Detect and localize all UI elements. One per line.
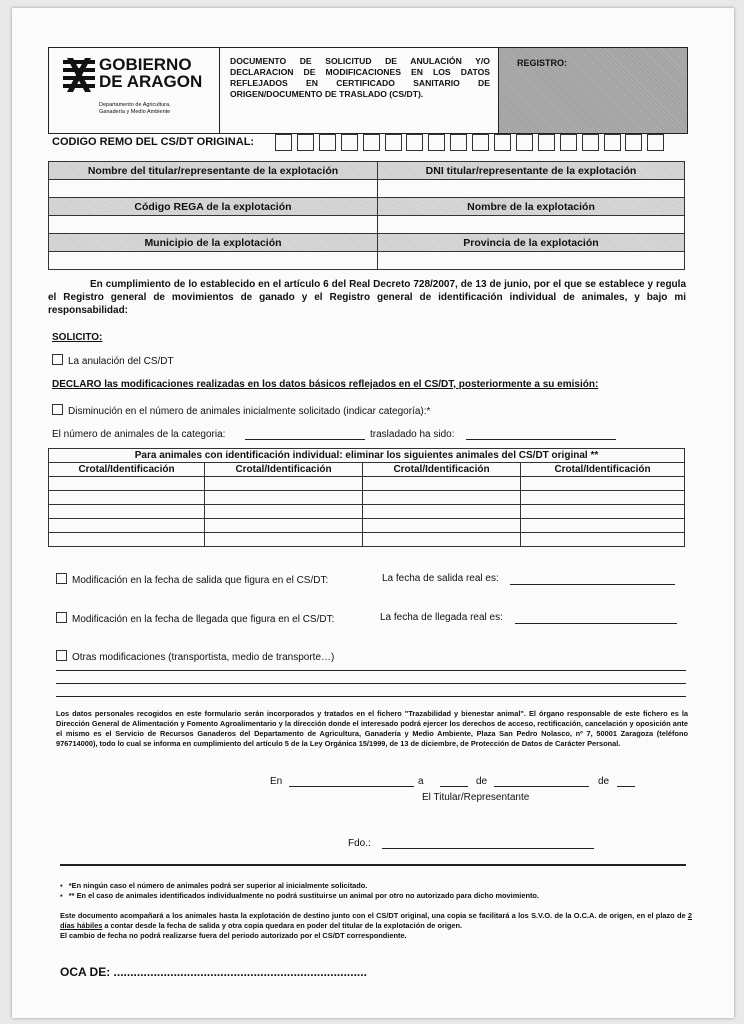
- disminucion-checkbox[interactable]: [52, 404, 63, 415]
- crotal-header-4: Crotal/Identificación: [521, 463, 685, 477]
- crotal-cell[interactable]: [521, 533, 685, 547]
- crotal-cell[interactable]: [521, 519, 685, 533]
- codigo-remo-box[interactable]: [516, 134, 533, 151]
- holder-dni-field[interactable]: [378, 180, 685, 198]
- codigo-remo-box[interactable]: [582, 134, 599, 151]
- trasladado-field[interactable]: [466, 439, 616, 440]
- codigo-remo-box[interactable]: [275, 134, 292, 151]
- sign-month-field[interactable]: [494, 786, 589, 787]
- disminucion-label: Disminución en el número de animales inicialmente solicitado (indicar categoría):*: [68, 406, 431, 417]
- sign-de2-label: de: [598, 776, 610, 787]
- trasladado-label: trasladado ha sido:: [370, 429, 455, 440]
- anulacion-label: La anulación del CS/DT: [68, 356, 174, 367]
- mod-salida-checkbox[interactable]: [56, 573, 67, 584]
- sign-day-field[interactable]: [440, 786, 468, 787]
- disminucion-option[interactable]: [52, 404, 430, 417]
- rega-code-field[interactable]: [49, 216, 378, 234]
- codigo-remo-box[interactable]: [297, 134, 314, 151]
- holder-name-field[interactable]: [49, 180, 378, 198]
- logo: [49, 48, 220, 133]
- crotal-cell[interactable]: [205, 533, 363, 547]
- table-row: [49, 519, 685, 533]
- anulacion-checkbox[interactable]: [52, 354, 63, 365]
- codigo-remo-box[interactable]: [472, 134, 489, 151]
- otras-line-3[interactable]: [56, 696, 686, 697]
- codigo-remo-box[interactable]: [560, 134, 577, 151]
- logo-line2: DE ARAGON: [99, 72, 203, 91]
- anulacion-option[interactable]: [52, 354, 174, 367]
- codigo-remo-box[interactable]: [319, 134, 336, 151]
- otras-option[interactable]: [56, 650, 334, 663]
- numero-label: El número de animales de la categoria:: [52, 429, 226, 440]
- otras-checkbox[interactable]: [56, 650, 67, 661]
- sign-a-label: a: [418, 776, 424, 787]
- separator-line: [60, 864, 686, 866]
- solicito-heading: SOLICITO:: [52, 332, 103, 343]
- logo-sub2: Ganadería y Medio Ambiente: [99, 109, 171, 115]
- mod-llegada-checkbox[interactable]: [56, 612, 67, 623]
- logo-sub1: Departamento de Agricultura,: [99, 102, 171, 108]
- codigo-remo-box[interactable]: [406, 134, 423, 151]
- note-2-text: ** En el caso de animales identificados individualmente no podrá sustituirse un animal por otro no autorizado para dicho movimiento.: [68, 891, 539, 900]
- sign-de1-label: de: [476, 776, 488, 787]
- fecha-salida-label: La fecha de salida real es:: [382, 573, 499, 584]
- codigo-remo-box[interactable]: [363, 134, 380, 151]
- intro-paragraph: En cumplimiento de lo establecido en el artículo 6 del Real Decreto 728/2007, de 13 de junio, por el que se establece y regula el Registro general de movimientos de ganado y el Registro general de identificación individual de animales, y bajo mi responsabilidad:: [48, 279, 686, 316]
- crotal-cell[interactable]: [363, 505, 521, 519]
- codigo-remo-box[interactable]: [385, 134, 402, 151]
- crotal-cell[interactable]: [363, 533, 521, 547]
- codigo-remo-box[interactable]: [341, 134, 358, 151]
- codigo-remo-box[interactable]: [450, 134, 467, 151]
- crotal-cell[interactable]: [363, 519, 521, 533]
- rega-code-header: Código REGA de la explotación: [49, 198, 378, 216]
- animals-table: [48, 448, 685, 547]
- mod-salida-label: Modificación en la fecha de salida que figura en el CS/DT:: [72, 575, 329, 586]
- note-2: ▪ ** En el caso de animales identificados individualmente no podrá sustituirse un animal por otro no autorizado para dicho movimiento.: [60, 891, 539, 900]
- oca-de-field[interactable]: OCA DE: ............................................................................: [60, 965, 367, 979]
- registro-label: REGISTRO:: [517, 58, 568, 68]
- mod-salida-option[interactable]: [56, 573, 328, 586]
- document-title: DOCUMENTO DE SOLICITUD DE ANULACIÓN Y/O DECLARACION DE MODIFICACIONES EN LOS DATOS REFLEJADOS EN CERTIFICADO SANITARIO DE ORIGEN/DOCUMENTO DE TRASLADO (CS/DT).: [220, 48, 499, 133]
- crotal-cell[interactable]: [521, 505, 685, 519]
- header-box: [48, 47, 688, 134]
- crotal-cell[interactable]: [49, 477, 205, 491]
- fdo-label: Fdo.:: [348, 838, 371, 849]
- crotal-cell[interactable]: [49, 533, 205, 547]
- crotal-header-1: Crotal/Identificación: [49, 463, 205, 477]
- acompanara-text-b: a contar desde la fecha de salida y otra copia quedara en poder del titular de la explotación de origen.: [102, 921, 463, 930]
- crotal-cell[interactable]: [363, 491, 521, 505]
- acompanara-text-a: Este documento acompañará a los animales hasta la explotación de destino junto con el CS/DT original, una copia se facilitará a los S.V.O. de la O.C.A. de origen, en el plazo de: [60, 911, 688, 920]
- province-header: Provincia de la explotación: [378, 234, 685, 252]
- fdo-field[interactable]: [382, 848, 594, 849]
- farm-name-header: Nombre de la explotación: [378, 198, 685, 216]
- numero-categoria-field[interactable]: [245, 439, 365, 440]
- fecha-salida-field[interactable]: [510, 584, 675, 585]
- farm-name-field[interactable]: [378, 216, 685, 234]
- otras-label: Otras modificaciones (transportista, medio de transporte…): [72, 652, 335, 663]
- crotal-header-3: Crotal/Identificación: [363, 463, 521, 477]
- codigo-remo-label: CODIGO REMO DEL CS/DT ORIGINAL:: [52, 136, 255, 148]
- crotal-cell[interactable]: [363, 477, 521, 491]
- registro-field[interactable]: [499, 48, 687, 133]
- sign-year-field[interactable]: [617, 786, 635, 787]
- acompanara-paragraph: [60, 911, 692, 941]
- mod-llegada-option[interactable]: [56, 612, 334, 625]
- cambio-fecha-text: El cambio de fecha no podrá realizarse fuera del periodo autorizado por el CS/DT correspondiente.: [60, 931, 407, 940]
- holder-dni-header: DNI titular/representante de la explotación: [378, 162, 685, 180]
- note-1-text: *En ningún caso el número de animales podrá ser superior al inicialmente solicitado.: [68, 881, 368, 890]
- crotal-cell[interactable]: [205, 491, 363, 505]
- fecha-llegada-label: La fecha de llegada real es:: [380, 612, 503, 623]
- crotal-header-2: Crotal/Identificación: [205, 463, 363, 477]
- logo-line1: GOBIERNO: [99, 55, 192, 74]
- codigo-remo-box[interactable]: [625, 134, 642, 151]
- municipality-field[interactable]: [49, 252, 378, 270]
- mod-llegada-label: Modificación en la fecha de llegada que figura en el CS/DT:: [72, 614, 335, 625]
- declaro-heading: DECLARO las modificaciones realizadas en los datos básicos reflejados en el CS/DT, posteriormente a su emisión:: [52, 379, 599, 390]
- crotal-cell[interactable]: [521, 477, 685, 491]
- table-row: [49, 477, 685, 491]
- crotal-cell[interactable]: [205, 505, 363, 519]
- crotal-cell[interactable]: [205, 477, 363, 491]
- otras-line-2[interactable]: [56, 683, 686, 684]
- sign-en-label: En: [270, 776, 283, 787]
- codigo-remo-box[interactable]: [538, 134, 555, 151]
- codigo-remo-box[interactable]: [428, 134, 445, 151]
- table-row: [49, 505, 685, 519]
- crotal-cell[interactable]: [49, 491, 205, 505]
- codigo-remo-box[interactable]: [604, 134, 621, 151]
- note-1: ▪ *En ningún caso el número de animales podrá ser superior al inicialmente solicitado.: [60, 881, 368, 890]
- acompanara-deadline: 2 días hábiles: [60, 911, 692, 930]
- animals-table-title: Para animales con identificación individual: eliminar los siguientes animales del CS/DT original **: [49, 449, 685, 463]
- sign-place-field[interactable]: [289, 786, 414, 787]
- fecha-llegada-field[interactable]: [515, 623, 677, 624]
- crotal-cell[interactable]: [205, 519, 363, 533]
- holder-name-header: Nombre del titular/representante de la explotación: [49, 162, 378, 180]
- table-row: [49, 533, 685, 547]
- titular-label: El Titular/Representante: [422, 792, 530, 803]
- province-field[interactable]: [378, 252, 685, 270]
- crotal-cell[interactable]: [49, 519, 205, 533]
- municipality-header: Municipio de la explotación: [49, 234, 378, 252]
- table-row: [49, 491, 685, 505]
- codigo-remo-box[interactable]: [494, 134, 511, 151]
- codigo-remo-box[interactable]: [647, 134, 664, 151]
- crotal-cell[interactable]: [49, 505, 205, 519]
- privacy-notice: Los datos personales recogidos en este formulario serán incorporados y tratados en el fichero "Trazabilidad y bienestar animal". El órgano responsable de este fichero es la Dirección General de Alimentación y Fomento Agroalimentario y la dirección donde el interesado podrá ejercer los derechos de acceso, rectificación, cancelación y oposición ante el mismo es el Servicio de Recursos Ganaderos del Departamento de Agricultura, Ganadería y Medio Ambiente, Plaza San Pedro Nolasco, nº 7, 50001 Zaragoza (teléfono 976714000), todo lo cual se informa en cumplimiento del artículo 5 de la Ley Orgánica 15/1999, de 13 de diciembre, de Protección de Datos de Carácter Personal.: [56, 709, 688, 748]
- otras-line-1[interactable]: [56, 670, 686, 671]
- crotal-cell[interactable]: [521, 491, 685, 505]
- aragon-emblem-icon: [63, 58, 95, 96]
- farm-table: [48, 161, 685, 270]
